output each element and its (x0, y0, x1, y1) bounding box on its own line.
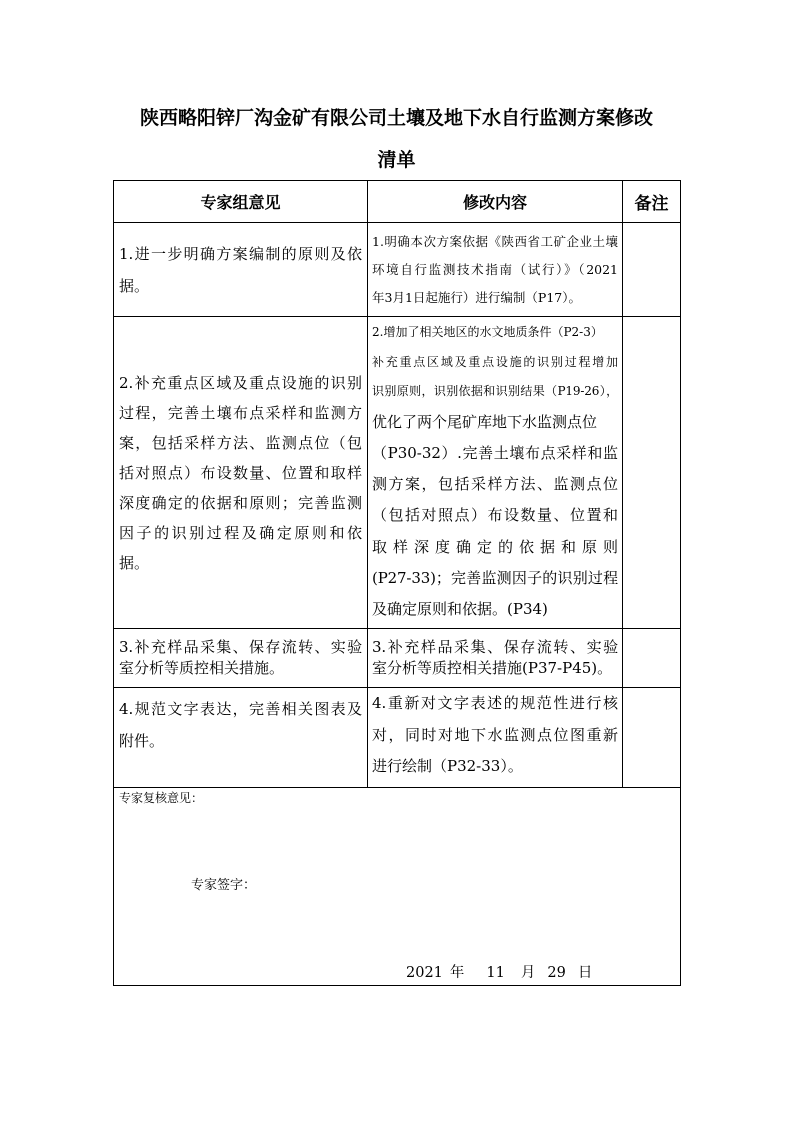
document-title-line-1: 陕西略阳锌厂沟金矿有限公司土壤及地下水自行监测方案修改 (139, 107, 653, 129)
signature-date (406, 963, 592, 983)
expert-opinion-cell (114, 223, 368, 317)
expert-opinion-line: 案，包括采样方法、监测点位（包 (119, 433, 362, 452)
remarks-cell (623, 629, 681, 688)
review-row (114, 788, 681, 986)
review-label: 专家复核意见： (119, 791, 204, 805)
revision-content-line: 及确定原则和依据。(P34) (372, 600, 548, 619)
expert-opinion-line: 附件。 (119, 732, 165, 750)
revision-content-line: （包括对照点）布设数量、位置和 (372, 506, 618, 525)
document-title-line-2: 清单 (377, 149, 416, 171)
date-month-unit: 月 (520, 965, 536, 981)
expert-opinion-cell (114, 629, 368, 688)
expert-opinion-line: 因子的识别过程及确定原则和依 (119, 523, 362, 542)
table-row (114, 223, 681, 317)
table-row (114, 629, 681, 688)
table-row (114, 688, 681, 788)
header-remarks: 备注 (623, 181, 681, 223)
date-day-unit: 日 (577, 965, 593, 981)
revision-content-cell (368, 688, 623, 788)
expert-opinion-line: 过程，完善土壤布点采样和监测方 (119, 403, 362, 422)
expert-opinion-cell (114, 317, 368, 629)
revision-content-line: 年3月1日起施行）进行编制（P17）。 (372, 289, 581, 305)
expert-opinion-line: 深度确定的依据和原则；完善监测 (119, 493, 362, 512)
header-expert-opinion: 专家组意见 (114, 181, 368, 223)
revision-content-line: 对，同时对地下水监测点位图重新 (372, 725, 618, 744)
revision-content-line: 补充重点区域及重点设施的识别过程增加 (372, 354, 618, 369)
revision-content-line: 测方案，包括采样方法、监测点位 (372, 475, 618, 494)
revision-content-line: 环境自行监测技术指南（试行）》（2021 (372, 261, 618, 277)
revision-content-line: 3.补充样品采集、保存流转、实验 (372, 638, 618, 656)
revision-content-line: 1.明确本次方案依据《陕西省工矿企业土壤 (372, 233, 618, 249)
review-section (114, 788, 681, 986)
expert-opinion-line: 据。 (119, 553, 150, 572)
revision-content-line: 识别原则，识别依据和识别结果（P19-26）， (372, 384, 618, 398)
revision-content-line: （P30-32）.完善土壤布点采样和监 (372, 443, 618, 462)
date-year-unit: 年 (449, 965, 465, 981)
expert-opinion-line: 4.规范文字表达，完善相关图表及 (119, 700, 362, 718)
revision-content-line: 进行绘制（P32-33）。 (372, 757, 523, 775)
expert-opinion-line: 1.进一步明确方案编制的原则及依 (119, 244, 362, 263)
revision-content-line: 优化了两个尾矿库地下水监测点位 (372, 412, 598, 431)
expert-opinion-line: 2.补充重点区域及重点设施的识别 (119, 373, 362, 392)
table-header-row (114, 181, 681, 223)
expert-opinion-line: 据。 (119, 276, 150, 295)
revision-content-line: 2.增加了相关地区的水文地质条件（P2-3） (372, 325, 603, 339)
expert-opinion-line: 室分析等质控相关措施。 (119, 659, 285, 677)
header-revision-content: 修改内容 (368, 181, 623, 223)
expert-opinion-line: 括对照点）布设数量、位置和取样 (119, 463, 362, 482)
remarks-cell (623, 317, 681, 629)
remarks-cell (623, 223, 681, 317)
table-row (114, 317, 681, 629)
signature-label: 专家签字： (191, 878, 257, 893)
revision-content-cell (368, 629, 623, 688)
revision-table (113, 180, 681, 986)
revision-content-line: 取样深度确定的依据和原则 (372, 537, 618, 556)
date-year: 2021 (406, 965, 443, 981)
revision-content-line: 室分析等质控相关措施(P37-P45)。 (372, 659, 613, 677)
date-day: 29 (547, 965, 566, 981)
revision-content-cell (368, 223, 623, 317)
expert-opinion-cell (114, 688, 368, 788)
remarks-cell (623, 688, 681, 788)
date-month: 11 (486, 965, 505, 981)
revision-content-line: 4.重新对文字表述的规范性进行核 (372, 694, 618, 712)
revision-content-line: (P27-33)；完善监测因子的识别过程 (372, 568, 618, 587)
expert-opinion-line: 3.补充样品采集、保存流转、实验 (119, 638, 362, 656)
revision-content-cell (368, 317, 623, 629)
